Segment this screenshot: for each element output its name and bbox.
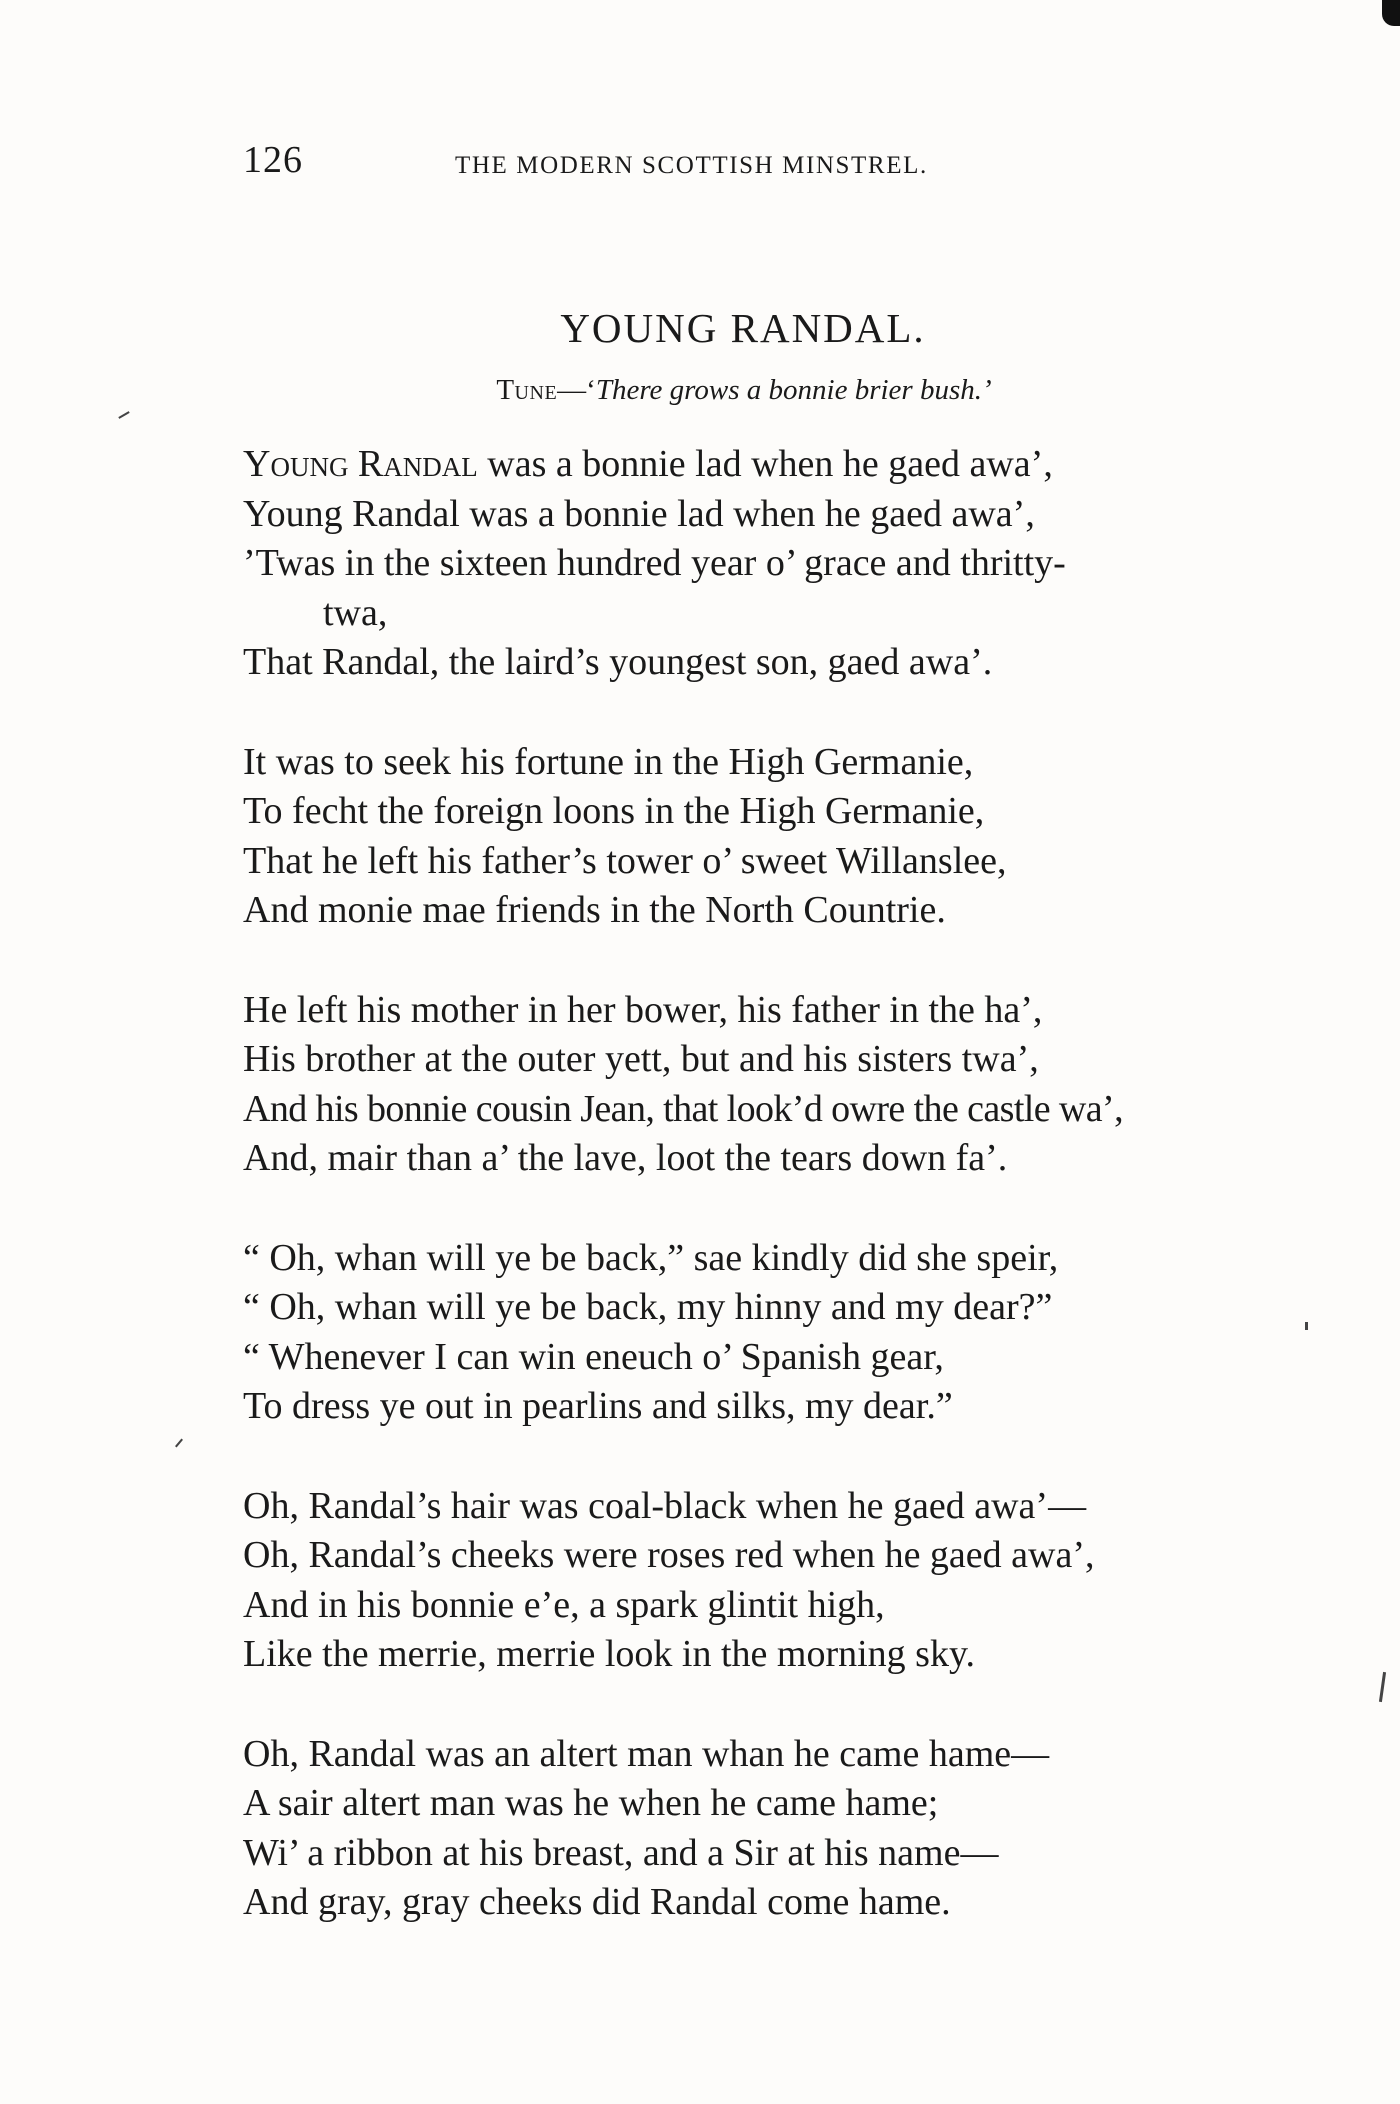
poem-line: And in his bonnie e’e, a spark glintit high, [243,1583,885,1626]
poem-line: Young Randal was a bonnie lad when he gaed awa’, [243,492,1035,535]
poem-line: Like the merrie, merrie look in the morning sky. [243,1633,976,1675]
poem-line: “ Whenever I can win eneuch o’ Spanish gear, [243,1335,944,1378]
stanza-4 [243,1234,1253,1432]
poem-line: That he left his father’s tower o’ sweet Willanslee, [243,839,1007,882]
opening-rest: was a bonnie lad when he gaed awa’, [477,443,1053,485]
poem-line: Oh, Randal’s cheeks were roses red when he gaed awa’, [243,1534,1095,1576]
poem-line: And monie mae friends in the North Countrie. [243,889,946,931]
poem-line: And, mair than a’ the lave, loot the tears down fa’. [243,1137,1008,1179]
poem-line: To fecht the foreign loons in the High Germanie, [243,790,985,832]
poem-line: He left his mother in her bower, his father in the ha’, [243,988,1043,1031]
poem-line-continuation: twa, [323,591,388,634]
poem-line: A sair altert man was he when he came hame; [243,1782,939,1824]
stray-mark [118,411,129,419]
tune-label: Tune [496,374,558,406]
poem-line [243,440,1253,490]
stanza-5 [243,1482,1253,1680]
poem-line: And gray, gray cheeks did Randal come hame. [243,1881,951,1923]
page-header [243,138,1243,188]
stray-mark [1305,1322,1308,1330]
poem-line: Oh, Randal was an altert man whan he came hame— [243,1732,1050,1775]
poem-line: “ Oh, whan will ye be back,” sae kindly did she speir, [243,1236,1059,1279]
stanza-3 [243,986,1253,1184]
poem-line: His brother at the outer yett, but and his sisters twa’, [243,1038,1039,1080]
poem-body [243,440,1253,1978]
poem-line: That Randal, the laird’s youngest son, gaed awa’. [243,641,993,683]
poem-title: YOUNG RANDAL. [560,305,926,351]
stray-mark [175,1439,183,1448]
tune-line [0,374,1400,407]
poem-line: “ Oh, whan will ye be back, my hinny and my dear?” [243,1286,1053,1328]
tune-name: There grows a bonnie brier bush.’ [595,374,992,406]
stray-mark [1379,1672,1386,1702]
tune-separator: —‘ [557,374,596,406]
stanza-6 [243,1730,1253,1928]
running-head: THE MODERN SCOTTISH MINSTREL. [455,152,928,179]
poem-line: Wi’ a ribbon at his breast, and a Sir at his name— [243,1831,999,1874]
opening-small-caps: Young Randal [243,443,478,485]
poem-line: To dress ye out in pearlins and silks, my dear.” [243,1385,953,1427]
ink-blot [1382,0,1400,26]
poem-line: And his bonnie cousin Jean, that look’d owre the castle wa’, [243,1087,1123,1130]
stanza-1 [243,440,1253,688]
page-number: 126 [243,139,303,181]
poem-line: It was to seek his fortune in the High Germanie, [243,740,974,783]
stanza-2 [243,738,1253,936]
poem-line: ’Twas in the sixteen hundred year o’ grace and thritty- [243,542,1066,584]
poem-line: Oh, Randal’s hair was coal-black when he gaed awa’— [243,1484,1087,1527]
